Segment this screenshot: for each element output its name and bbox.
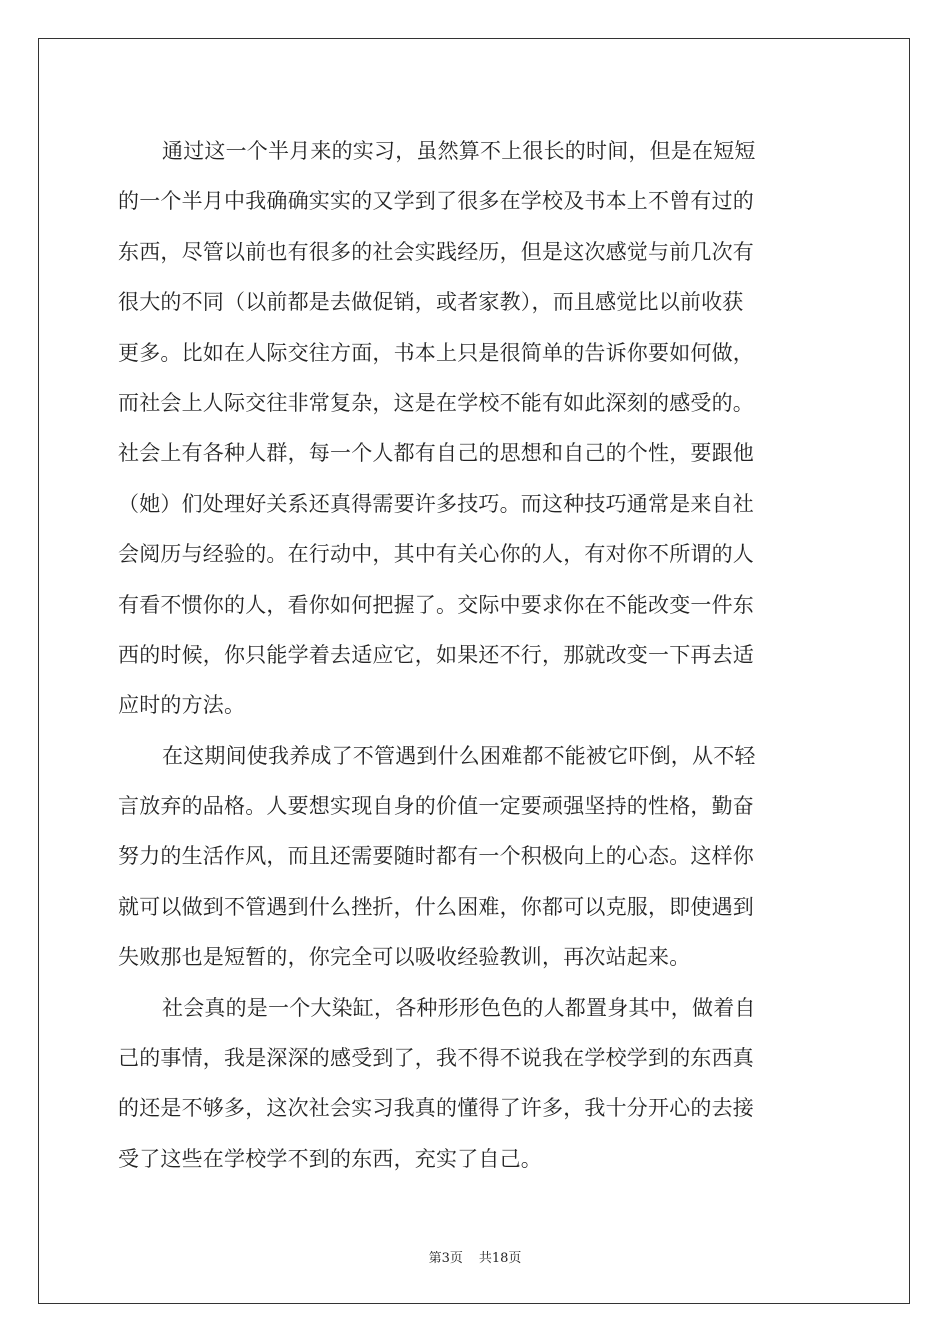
text-line: 社会上有各种人群，每一个人都有自己的思想和自己的个性，要跟他 [118,441,754,466]
text-line: 的一个半月中我确确实实的又学到了很多在学校及书本上不曾有过的 [118,189,754,214]
text-line: 通过这一个半月来的实习，虽然算不上很长的时间，但是在短短 [162,139,756,163]
page-total: 共18页 [478,1251,522,1266]
text-line: 言放弃的品格。人要想实现自身的价值一定要顽强坚持的性格，勤奋 [118,794,754,819]
text-line: 很大的不同（以前都是去做促销，或者家教），而且感觉比以前收获 [118,290,744,315]
text-line: 西的时候，你只能学着去适应它，如果还不行，那就改变一下再去适 [118,642,754,667]
text-line: 失败那也是短暂的，你完全可以吸收经验教训，再次站起来。 [118,945,691,970]
document-body [118,126,834,1184]
text-line: 有看不惯你的人，看你如何把握了。交际中要求你在不能改变一件东 [118,592,754,617]
text-line: 受了这些在学校学不到的东西，充实了自己。 [118,1146,542,1171]
page-number: 第3页 [428,1251,463,1266]
page-footer [0,1247,950,1266]
text-line: 就可以做到不管遇到什么挫折，什么困难，你都可以克服，即使遇到 [118,894,754,919]
text-line: 而社会上人际交往非常复杂，这是在学校不能有如此深刻的感受的。 [118,390,754,415]
text-line: 的还是不够多，这次社会实习我真的懂得了许多，我十分开心的去接 [118,1096,754,1121]
text-line: 东西，尽管以前也有很多的社会实践经历，但是这次感觉与前几次有 [118,239,754,264]
text-line: 更多。比如在人际交往方面，书本上只是很简单的告诉你要如何做， [118,340,754,365]
text-line: 应时的方法。 [118,693,246,718]
text-line: 社会真的是一个大染缸，各种形形色色的人都置身其中，做着自 [162,995,756,1020]
text-line: （她）们处理好关系还真得需要许多技巧。而这种技巧通常是来自社 [118,491,754,516]
text-line: 己的事情，我是深深的感受到了，我不得不说我在学校学到的东西真 [118,1046,754,1071]
text-line: 努力的生活作风，而且还需要随时都有一个积极向上的心态。这样你 [118,844,754,869]
text-line: 在这期间使我养成了不管遇到什么困难都不能被它吓倒，从不轻 [162,743,756,768]
text-line: 会阅历与经验的。在行动中，其中有关心你的人，有对你不所谓的人 [118,542,754,567]
